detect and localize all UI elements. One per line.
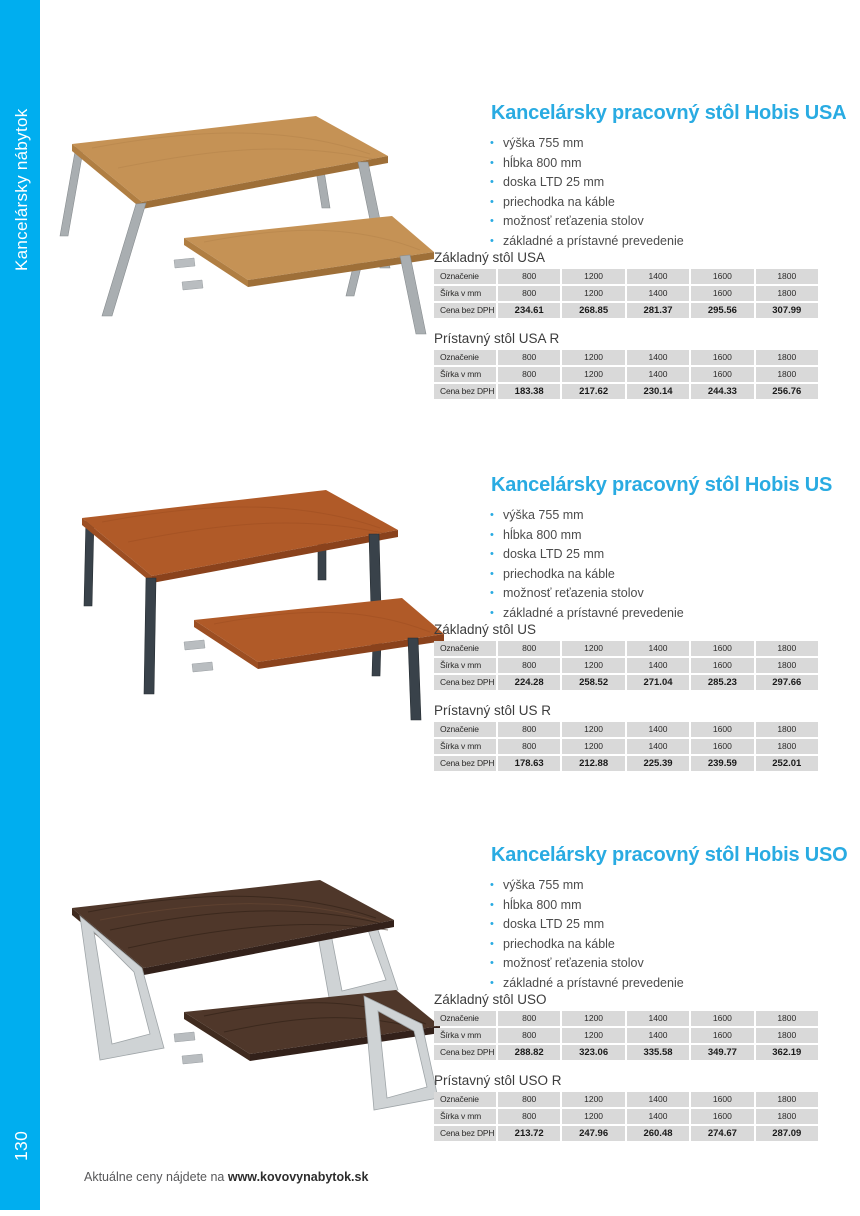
price-cell: 225.39	[627, 756, 689, 771]
table-title: Základný stôl US	[434, 622, 537, 637]
table-title: Základný stôl USA	[434, 250, 546, 265]
value-cell: 800	[498, 367, 560, 382]
feature-list-usa	[490, 134, 684, 251]
value-cell: 1800	[756, 739, 818, 754]
price-cell: 281.37	[627, 303, 689, 318]
value-cell: 1600	[691, 1011, 753, 1026]
feature-item: • výška 755 mm	[490, 134, 684, 154]
feature-item: • doska LTD 25 mm	[490, 545, 684, 565]
value-cell: 1400	[627, 269, 689, 284]
sidebar-category-label: Kancelársky nábytok	[12, 108, 31, 271]
feature-item: • možnosť reťazenia stolov	[490, 212, 684, 232]
price-cell: 213.72	[498, 1126, 560, 1141]
feature-item: • priechodka na káble	[490, 565, 684, 585]
price-cell: 258.52	[562, 675, 624, 690]
price-cell: 297.66	[756, 675, 818, 690]
price-cell: 307.99	[756, 303, 818, 318]
table-row-label: Šírka v mm	[434, 1028, 496, 1043]
value-cell: 1200	[562, 367, 624, 382]
table-row-label: Šírka v mm	[434, 739, 496, 754]
table-row-label: Šírka v mm	[434, 367, 496, 382]
value-cell: 800	[498, 1011, 560, 1026]
table-row-label: Cena bez DPH	[434, 384, 496, 399]
table-row-label: Označenie	[434, 1011, 496, 1026]
feature-item: • základné a prístavné prevedenie	[490, 604, 684, 624]
price-cell: 285.23	[691, 675, 753, 690]
price-cell: 349.77	[691, 1045, 753, 1060]
table-row-label: Cena bez DPH	[434, 303, 496, 318]
value-cell: 800	[498, 722, 560, 737]
section-title-us: Kancelársky pracovný stôl Hobis US	[491, 474, 833, 496]
value-cell: 800	[498, 269, 560, 284]
table-title: Prístavný stôl USA R	[434, 331, 560, 346]
price-table	[434, 1011, 818, 1060]
value-cell: 800	[498, 739, 560, 754]
price-cell: 230.14	[627, 384, 689, 399]
feature-item: • výška 755 mm	[490, 506, 684, 526]
value-cell: 1400	[627, 641, 689, 656]
feature-item: • hĺbka 800 mm	[490, 526, 684, 546]
table-row-label: Označenie	[434, 641, 496, 656]
table-row-label: Označenie	[434, 350, 496, 365]
table-row-label: Cena bez DPH	[434, 1045, 496, 1060]
table-row-label: Šírka v mm	[434, 1109, 496, 1124]
value-cell: 800	[498, 1092, 560, 1107]
value-cell: 1200	[562, 658, 624, 673]
value-cell: 1200	[562, 1011, 624, 1026]
price-table	[434, 641, 818, 690]
value-cell: 1800	[756, 286, 818, 301]
value-cell: 1400	[627, 367, 689, 382]
value-cell: 1800	[756, 658, 818, 673]
value-cell: 1200	[562, 269, 624, 284]
value-cell: 1600	[691, 641, 753, 656]
value-cell: 1800	[756, 722, 818, 737]
price-table	[434, 269, 818, 318]
value-cell: 1400	[627, 1011, 689, 1026]
table-row-label: Šírka v mm	[434, 286, 496, 301]
value-cell: 1600	[691, 739, 753, 754]
product-image-hobis-usa	[58, 110, 438, 350]
feature-item: • priechodka na káble	[490, 935, 684, 955]
footer-website-link[interactable]: www.kovovynabytok.sk	[227, 1170, 369, 1184]
feature-list-us	[490, 506, 684, 623]
value-cell: 1800	[756, 350, 818, 365]
price-cell: 268.85	[562, 303, 624, 318]
price-cell: 362.19	[756, 1045, 818, 1060]
table-title: Prístavný stôl US R	[434, 703, 552, 718]
price-cell: 288.82	[498, 1045, 560, 1060]
table-row-label: Cena bez DPH	[434, 756, 496, 771]
value-cell: 800	[498, 658, 560, 673]
price-table	[434, 1092, 818, 1141]
feature-item: • hĺbka 800 mm	[490, 154, 684, 174]
value-cell: 1400	[627, 1092, 689, 1107]
value-cell: 1600	[691, 1028, 753, 1043]
value-cell: 1600	[691, 658, 753, 673]
value-cell: 1400	[627, 286, 689, 301]
price-cell: 260.48	[627, 1126, 689, 1141]
page-number: 130	[11, 1130, 31, 1161]
price-cell: 239.59	[691, 756, 753, 771]
value-cell: 1800	[756, 367, 818, 382]
product-image-hobis-uso	[58, 872, 448, 1152]
section-title-usa: Kancelársky pracovný stôl Hobis USA	[491, 102, 847, 124]
feature-item: • priechodka na káble	[490, 193, 684, 213]
value-cell: 1200	[562, 1028, 624, 1043]
value-cell: 1800	[756, 1092, 818, 1107]
value-cell: 1200	[562, 1092, 624, 1107]
value-cell: 1800	[756, 1028, 818, 1043]
table-row-label: Označenie	[434, 269, 496, 284]
price-cell: 274.67	[691, 1126, 753, 1141]
price-cell: 252.01	[756, 756, 818, 771]
value-cell: 1200	[562, 722, 624, 737]
feature-item: • doska LTD 25 mm	[490, 915, 684, 935]
price-cell: 256.76	[756, 384, 818, 399]
price-cell: 244.33	[691, 384, 753, 399]
feature-list-uso	[490, 876, 684, 993]
value-cell: 1200	[562, 1109, 624, 1124]
value-cell: 1600	[691, 1092, 753, 1107]
price-cell: 178.63	[498, 756, 560, 771]
price-table	[434, 722, 818, 771]
value-cell: 1800	[756, 641, 818, 656]
feature-item: • doska LTD 25 mm	[490, 173, 684, 193]
price-cell: 271.04	[627, 675, 689, 690]
price-cell: 217.62	[562, 384, 624, 399]
price-cell: 323.06	[562, 1045, 624, 1060]
value-cell: 1400	[627, 1028, 689, 1043]
table-row-label: Označenie	[434, 1092, 496, 1107]
table-row-label: Označenie	[434, 722, 496, 737]
table-row-label: Cena bez DPH	[434, 675, 496, 690]
value-cell: 1400	[627, 350, 689, 365]
feature-item: • základné a prístavné prevedenie	[490, 974, 684, 994]
price-cell: 224.28	[498, 675, 560, 690]
value-cell: 1600	[691, 367, 753, 382]
feature-item: • možnosť reťazenia stolov	[490, 584, 684, 604]
table-title: Prístavný stôl USO R	[434, 1073, 562, 1088]
price-cell: 234.61	[498, 303, 560, 318]
value-cell: 1400	[627, 658, 689, 673]
section-title-uso: Kancelársky pracovný stôl Hobis USO	[491, 844, 848, 866]
value-cell: 1800	[756, 269, 818, 284]
value-cell: 1600	[691, 286, 753, 301]
footer-note	[84, 1170, 368, 1184]
feature-item: • možnosť reťazenia stolov	[490, 954, 684, 974]
price-cell: 295.56	[691, 303, 753, 318]
value-cell: 1400	[627, 722, 689, 737]
value-cell: 1200	[562, 286, 624, 301]
price-cell: 287.09	[756, 1126, 818, 1141]
price-cell: 183.38	[498, 384, 560, 399]
value-cell: 800	[498, 1028, 560, 1043]
value-cell: 800	[498, 641, 560, 656]
price-cell: 335.58	[627, 1045, 689, 1060]
table-title: Základný stôl USO	[434, 992, 547, 1007]
value-cell: 1400	[627, 739, 689, 754]
value-cell: 1800	[756, 1011, 818, 1026]
value-cell: 1200	[562, 350, 624, 365]
value-cell: 800	[498, 350, 560, 365]
footer-text: Aktuálne ceny nájdete na	[84, 1170, 228, 1184]
feature-item: • základné a prístavné prevedenie	[490, 232, 684, 252]
value-cell: 1800	[756, 1109, 818, 1124]
feature-item: • výška 755 mm	[490, 876, 684, 896]
value-cell: 1200	[562, 641, 624, 656]
value-cell: 1600	[691, 722, 753, 737]
value-cell: 1600	[691, 269, 753, 284]
price-cell: 247.96	[562, 1126, 624, 1141]
table-row-label: Cena bez DPH	[434, 1126, 496, 1141]
value-cell: 1600	[691, 1109, 753, 1124]
value-cell: 800	[498, 286, 560, 301]
value-cell: 1400	[627, 1109, 689, 1124]
product-image-hobis-us	[68, 484, 448, 734]
value-cell: 1200	[562, 739, 624, 754]
table-row-label: Šírka v mm	[434, 658, 496, 673]
value-cell: 800	[498, 1109, 560, 1124]
feature-item: • hĺbka 800 mm	[490, 896, 684, 916]
price-cell: 212.88	[562, 756, 624, 771]
value-cell: 1600	[691, 350, 753, 365]
price-table	[434, 350, 818, 399]
